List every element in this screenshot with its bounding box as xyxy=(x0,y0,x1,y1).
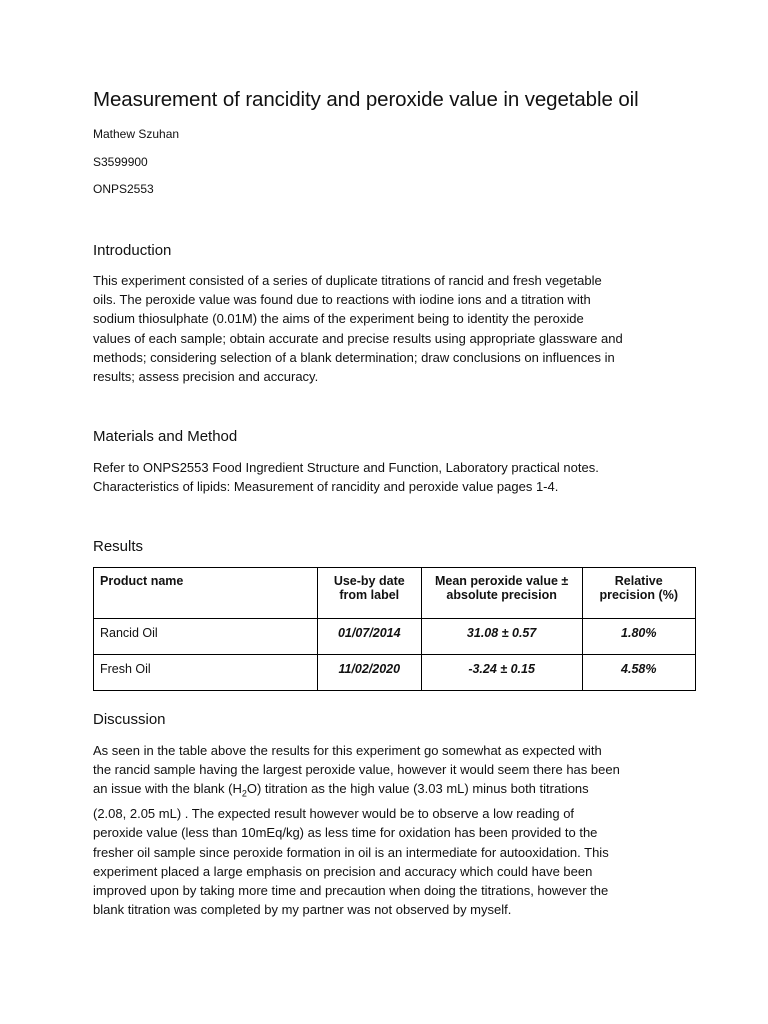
text-line: the rancid sample having the largest peroxide value, however it would seem there has been xyxy=(93,762,620,778)
text-fragment: O) titration as the high value (3.03 mL) minus both titrations xyxy=(246,781,589,797)
text-line xyxy=(93,779,683,804)
discussion-paragraph xyxy=(93,741,683,919)
results-table xyxy=(93,567,696,691)
text-line: peroxide value (less than 10mEq/kg) as less time for oxidation has been provided to the xyxy=(93,825,598,841)
author-name: Mathew Szuhan xyxy=(93,127,180,141)
text-line: As seen in the table above the results for this experiment go somewhat as expected with xyxy=(93,743,602,758)
column-header: Product name xyxy=(94,568,318,619)
text-line: improved upon by taking more time and precaution when doing the titrations, however the xyxy=(93,883,609,899)
table-row xyxy=(94,619,696,655)
text-line: blank titration was completed by my partner was not observed by myself. xyxy=(93,902,512,918)
table-cell: 1.80% xyxy=(582,619,696,655)
text-line: values of each sample; obtain accurate and precise results using appropriate glassware and xyxy=(93,330,623,346)
text-line: Refer to ONPS2553 Food Ingredient Structure and Function, Laboratory practical notes. xyxy=(93,460,599,475)
text-line: experiment placed a large emphasis on precision and accuracy which could have been xyxy=(93,863,593,879)
table-header-row xyxy=(94,568,696,619)
text-fragment: an issue with the blank (H xyxy=(93,781,242,797)
table-cell: 01/07/2014 xyxy=(317,619,421,655)
text-line: This experiment consisted of a series of duplicate titrations of rancid and fresh vegetable xyxy=(93,273,602,288)
introduction-heading: Introduction xyxy=(93,242,172,259)
student-id: S3599900 xyxy=(93,155,148,169)
table-cell: 4.58% xyxy=(582,655,696,691)
text-line: results; assess precision and accuracy. xyxy=(93,369,319,385)
introduction-paragraph xyxy=(93,271,683,386)
text-line: fresher oil sample since peroxide formation in oil is an intermediate for autooxidation. This xyxy=(93,844,609,860)
table-row xyxy=(94,655,696,691)
course-code: ONPS2553 xyxy=(93,182,154,196)
text-line: sodium thiosulphate (0.01M) the aims of the experiment being to identity the peroxide xyxy=(93,311,584,327)
text-line: (2.08, 2.05 mL) . The expected result however would be to observe a low reading of xyxy=(93,806,575,822)
materials-paragraph xyxy=(93,458,683,496)
column-header: Use-by date from label xyxy=(317,568,421,619)
column-header: Relative precision (%) xyxy=(582,568,696,619)
results-heading: Results xyxy=(93,538,144,555)
text-line: oils. The peroxide value was found due to reactions with iodine ions and a titration with xyxy=(93,292,591,308)
text-line: methods; considering selection of a blank determination; draw conclusions on influences in xyxy=(93,349,615,365)
table-cell: 31.08 ± 0.57 xyxy=(421,619,582,655)
discussion-heading: Discussion xyxy=(93,711,166,728)
text-line: Characteristics of lipids: Measurement of rancidity and peroxide value pages 1-4. xyxy=(93,479,559,495)
column-header: Mean peroxide value ± absolute precision xyxy=(421,568,582,619)
document-title: Measurement of rancidity and peroxide value in vegetable oil xyxy=(93,88,639,111)
table-cell: 11/02/2020 xyxy=(317,655,421,691)
subscript: 2 xyxy=(241,789,247,799)
table-cell: Fresh Oil xyxy=(94,655,318,691)
table-cell: -3.24 ± 0.15 xyxy=(421,655,582,691)
materials-heading: Materials and Method xyxy=(93,428,238,445)
table-cell: Rancid Oil xyxy=(94,619,318,655)
